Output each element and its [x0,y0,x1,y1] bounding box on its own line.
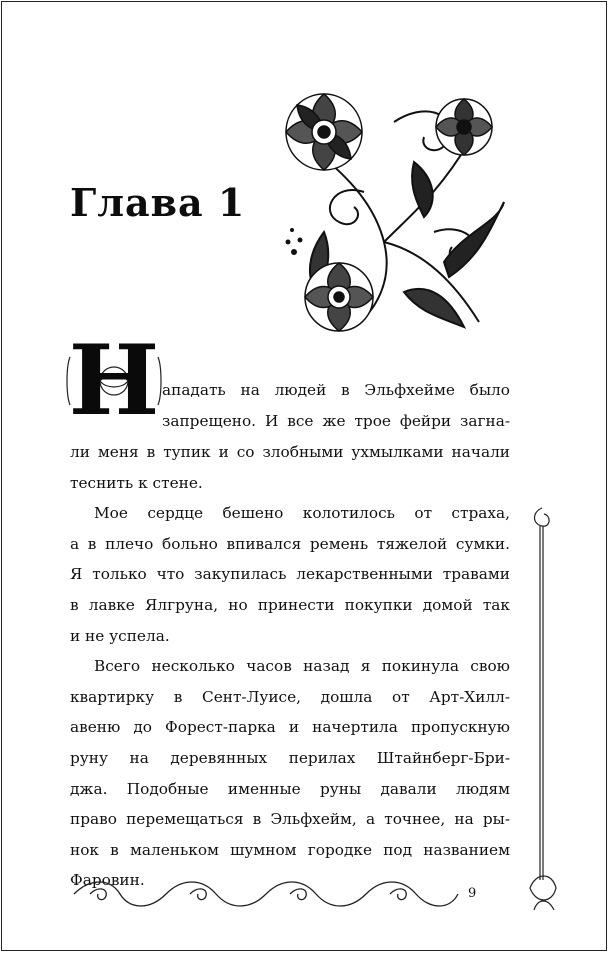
chapter-title: Глава 1 [70,180,246,225]
text-line: ападать на людей в Эльфхейме было [162,381,510,399]
text-line: Всего несколько часов назад я покинула свою [94,657,510,676]
text-line: авеню до Форест-парка и начертила пропускную [70,718,510,737]
floral-illustration [264,82,514,344]
dropcap [66,324,162,437]
text-line: квартирку в Сент-Луисе, дошла от Арт-Хилл- [70,687,510,706]
page-number: 9 [468,886,477,901]
text-line: руну на деревянных перилах Штайнберг-Бри- [70,748,510,767]
dropcap-letter: Н [68,324,160,437]
vertical-ornament-rule [526,500,558,920]
text-line: запрещено. И все же трое фейри загна- [162,411,510,430]
text-line: Я только что закупилась лекарственными травами [70,565,510,584]
first-paragraph-opening [162,375,510,436]
book-page [1,1,607,951]
text-line: а в плечо больно впивался ремень тяжелой сумки. [70,534,510,553]
text-line: теснить к стене. [70,473,203,492]
bottom-ornament [70,874,462,914]
text-line: право перемещаться в Эльфхейм, а точнее, на ры- [70,810,510,829]
body-text [70,437,510,896]
text-line: нок в маленьком шумном городке под названием [70,840,510,859]
text-line: джа. Подобные именные руны давали людям [70,779,510,798]
text-line: Фаровин. [70,871,145,890]
text-line: в лавке Ялгруна, но принести покупки домой так [70,595,510,614]
text-line: и не успела. [70,626,170,645]
text-line: Мое сердце бешено колотилось от страха, [94,504,510,523]
text-line: ли меня в тупик и со злобными ухмылками начали [70,443,510,461]
